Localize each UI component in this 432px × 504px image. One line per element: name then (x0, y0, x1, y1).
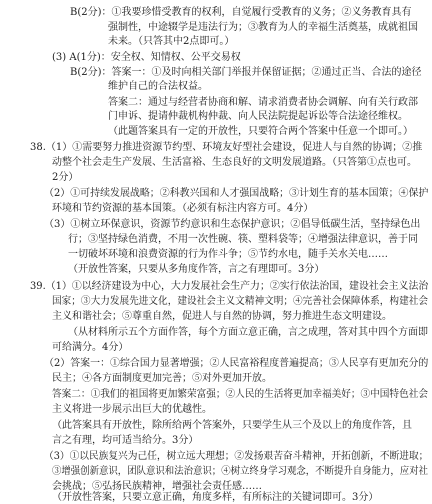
text-line: （此答案具有开放性，除所给两个答案外，只要学生从三个及以上的角度作答，且 (52, 420, 412, 431)
text-line: （此题答案具有一定的开放性，只要符合两个答案中任意一个即可。） (108, 126, 413, 137)
text-line: （从材料所示五个方面作答，每个方面立意正确，言之成理，答对其中四个方面即 (68, 327, 428, 338)
text-line: 国家；③大力发展先进文化，建设社会主义文精神文明；④完善社会保障体系，构建社会 (52, 296, 428, 307)
text-line: （3）①树立环保意识，资源节约意识和生态保护意识；②倡导低碳生活，坚持绿色出 (44, 219, 421, 230)
text-line: 答案二：①我们的祖国将更加繁荣富强；②人民的生活将更加幸福美好；③中国特色社会 (52, 389, 428, 400)
text-line: 民主；④各方面制度更加完善；⑤对外更加开放。 (52, 373, 272, 384)
text-line: 言之有理，均可适当给分。3分） (52, 435, 199, 446)
text-line: B(2分)：答案一：①及时向相关部门举报并保留证据；②通过正当、合法的途径 (70, 67, 422, 78)
text-line: 未来。（只答其中2点即可。） (108, 36, 235, 47)
text-line: （3）①以民族复兴为己任，树立远大理想；②发扬艰苦奋斗精神，开拓创新，不断进取； (44, 451, 429, 462)
text-line: （2）①可持续发展战略；②科教兴国和人才强国战略；③计划生育的基本国策；④保护 (44, 188, 429, 199)
text-line: 动整个社会走生产发展、生活富裕、生态良好的文明发展道路。（只答第①点也可。 (52, 157, 417, 168)
text-line: 会挑战；⑤弘扬民族精神，增强社会责任感…… (52, 481, 262, 492)
text-line: 行；③坚持绿色消费，不用一次性碗、筷、塑料袋等；④增强法律意识，善于同 (68, 234, 418, 245)
text-line: B(2分)：①我要珍惜受教育的权利，自觉履行受教育的义务；②义务教育具有 (70, 7, 412, 18)
text-line: 维护自己的合法权益。 (108, 81, 208, 92)
text-line: ③增强创新意识，团队意识和法治意识；④树立终身学习观念，不断提升自身能力，应对社 (52, 466, 428, 477)
text-line: 强制性，中途辍学是违法行为；③教育为人的幸福生活奠基，成就祖国 (108, 22, 418, 33)
text-line: 主义将进一步展示出巨大的优越性。 (52, 404, 212, 415)
text-line: 主义和谐社会；⑤尊重自然，促进人与自然的协调，努力推进生态文明建设。 (52, 311, 392, 322)
text-line: 一切破坏环境和浪费资源的行为作斗争；⑤节约水电，随手关水关电…… (68, 249, 388, 260)
text-line: 39.（1）①以经济建设为中心，大力发展社会生产力；②实行依法治国，建设社会主义法治 (30, 281, 429, 292)
text-line: 2分） (52, 172, 79, 183)
text-line: 可给满分。4分） (52, 342, 129, 353)
text-line: 门申诉、提请仲裁机构仲裁、向人民法院提起诉讼等合法途径维权。 (108, 111, 408, 122)
text-line: 38.（1）①需要努力推进资源节约型、环境友好型社会建设，促进人与自然的协调；②推 (30, 142, 423, 153)
text-line: （开放性答案，只要从多角度作答，言之有理即可。3分） (68, 264, 325, 275)
text-line: 答案二：通过与经营者协商和解、请求消费者协会调解、向有关行政部 (108, 97, 418, 108)
text-line: （开放性答案，只要立意正确，角度多样，有所标注的关键词即可。3分） (52, 492, 379, 503)
text-line: 环境和节约资源的基本国策。（必须有标注内容方可。4分） (52, 203, 314, 214)
text-line: (3) A(1分)：安全权、知情权、公平交易权 (52, 52, 241, 63)
text-line: （2）答案一：①综合国力显著增强；②人民富裕程度普遍提高；③人民享有更加充分的 (44, 358, 429, 369)
